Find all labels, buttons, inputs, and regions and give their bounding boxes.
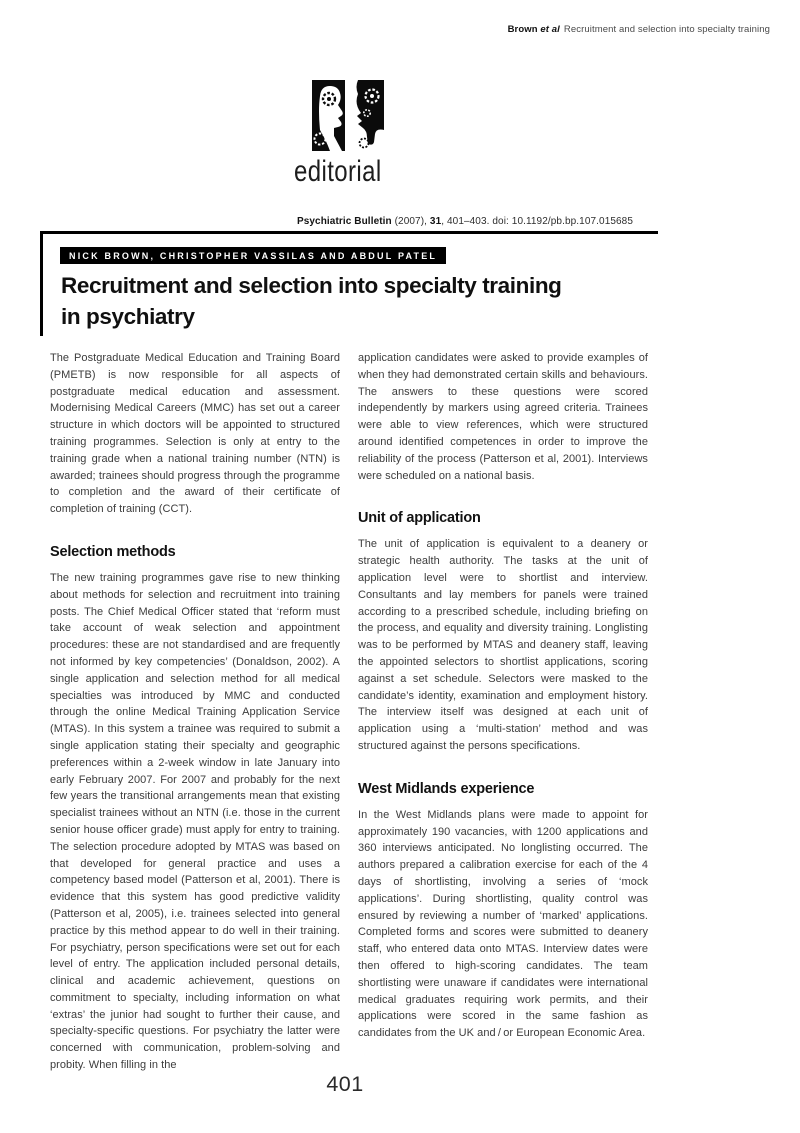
horizontal-rule (40, 231, 658, 234)
selection-methods-paragraph: The new training programmes gave rise to new thinking about methods for selection and recruitment into training posts. The Chief Medical Officer stated that ‘reform must take account of weak selection and appointment procedures: these are not standardised and are frequently not informed by key competencies’ (Donaldson, 2002). A single application and selection method for all medical specialties was introduced by MMC and conducted through the online Medical Training Application Service (MTAS). In this system a trainee was required to submit a single application stating their specialty and geographic preferences within a 2-week window in late January into early February 2007. For 2007 and probably for the next few years the transitional arrangements mean that existing specialist trainees without an NTN (i.e. those in the current senior house officer grade) must apply for entry to training. The selection procedure adopted by MTAS was based on that developed for general practice and uses a competency based model (Patterson et al, 2001). There is evidence that this system has good predictive validity (Patterson et al, 2005), i.e. trainees selected into general practice by this method appear to do well in their training. For psychiatry, person specifications were set out for each level of entry. The application included personal details, clinical and academic achievement, questions on commitment to specialty, including information on what ‘extras’ the junior had sought to further their cause, and specialty-specific questions. For psychiatry the latter were concerned with communication, problem-solving and probity. When filling in the (50, 571, 340, 1072)
running-header (0, 24, 770, 35)
article-title (61, 270, 641, 332)
byline-bar: NICK BROWN, CHRISTOPHER VASSILAS AND ABDUL PATEL (60, 247, 446, 264)
continuation-paragraph: application candidates were asked to provide examples of when they had demonstrated certain skills and behaviours. The answers to these questions were scored independently by markers using agreed criteria. Trainees were able to view references, which were structured around identified competences in order to improve the reliability of the process (Patterson et al, 2001). Interviews were scheduled on a national basis. (358, 352, 648, 482)
running-header-etal: et al (540, 24, 560, 35)
article-title-line2: in psychiatry (61, 304, 195, 329)
west-midlands-paragraph: In the West Midlands plans were made to appoint for approximately 190 vacancies, with 1200 applications and 360 interviews anticipated. No longlisting occurred. The authors prepared a calibration exercise for each of the 4 days of shortlisting, involving a series of ‘mock applications’. During shortlisting, quality control was ensured by reviewing a number of ‘marked’ applications. Completed forms and scores were submitted to deanery staff, who entered data onto MTAS. Interview dates were then offered to high-scoring candidates. The team shortlisting were unaware if candidates were international medical graduates requiring work permits, and their applications were scored in the same fashion as candidates from the UK and / or European Economic Area. (358, 808, 648, 1040)
article-body (50, 350, 648, 1074)
intro-paragraph: The Postgraduate Medical Education and Training Board (PMETB) is now responsible for all aspects of postgraduate medical education and assessment. Modernising Medical Careers (MMC) has set out a career structure in which doctors will be appointed to structured training programmes. Selection is only at entry to the training grade when a national training number (NTN) is awarded; trainees should progress through the programme to completion and the award of their certificate of completion of training (CCT). (50, 352, 340, 516)
left-column (50, 350, 340, 1074)
page-number: 401 (326, 1072, 364, 1096)
section-heading-west-midlands: West Midlands experience (358, 780, 535, 797)
section-heading-unit-of-application: Unit of application (358, 510, 481, 527)
vertical-rule (40, 231, 43, 336)
article-title-line1: Recruitment and selection into specialty training (61, 273, 562, 298)
citation-journal: Psychiatric Bulletin (296, 216, 392, 227)
running-header-author: Brown (507, 24, 538, 35)
right-column (358, 350, 648, 1074)
editorial-faces-gears-logo-icon (312, 80, 384, 153)
citation-line (40, 216, 633, 227)
citation-year: (2007), (391, 216, 430, 227)
section-label-editorial: editorial (294, 155, 382, 188)
citation-pages-doi: , 401–403. doi: 10.1192/pb.bp.107.015685 (441, 216, 633, 227)
running-header-article-title: Recruitment and selection into specialty training (563, 24, 770, 35)
logo-graphic (312, 80, 384, 153)
unit-of-application-paragraph: The unit of application is equivalent to a deanery or strategic health authority. The tasks at the unit of application level were to shortlist and interview. Consultants and lay members for panels were trained according to a prescribed schedule, including briefing on the process, and equality and diversity training. Longlisting was to be performed by MTAS and deanery staff, leaving the appointed selectors to shortlist applications, scoring against a set schedule. Selectors were masked to the candidate’s identity, examination and employment history. The interview itself was designed at each unit of application using a ‘multi-station’ method and was structured against the persons specifications. (358, 538, 648, 752)
section-heading-selection-methods: Selection methods (50, 543, 176, 560)
citation-volume: 31 (429, 216, 442, 227)
